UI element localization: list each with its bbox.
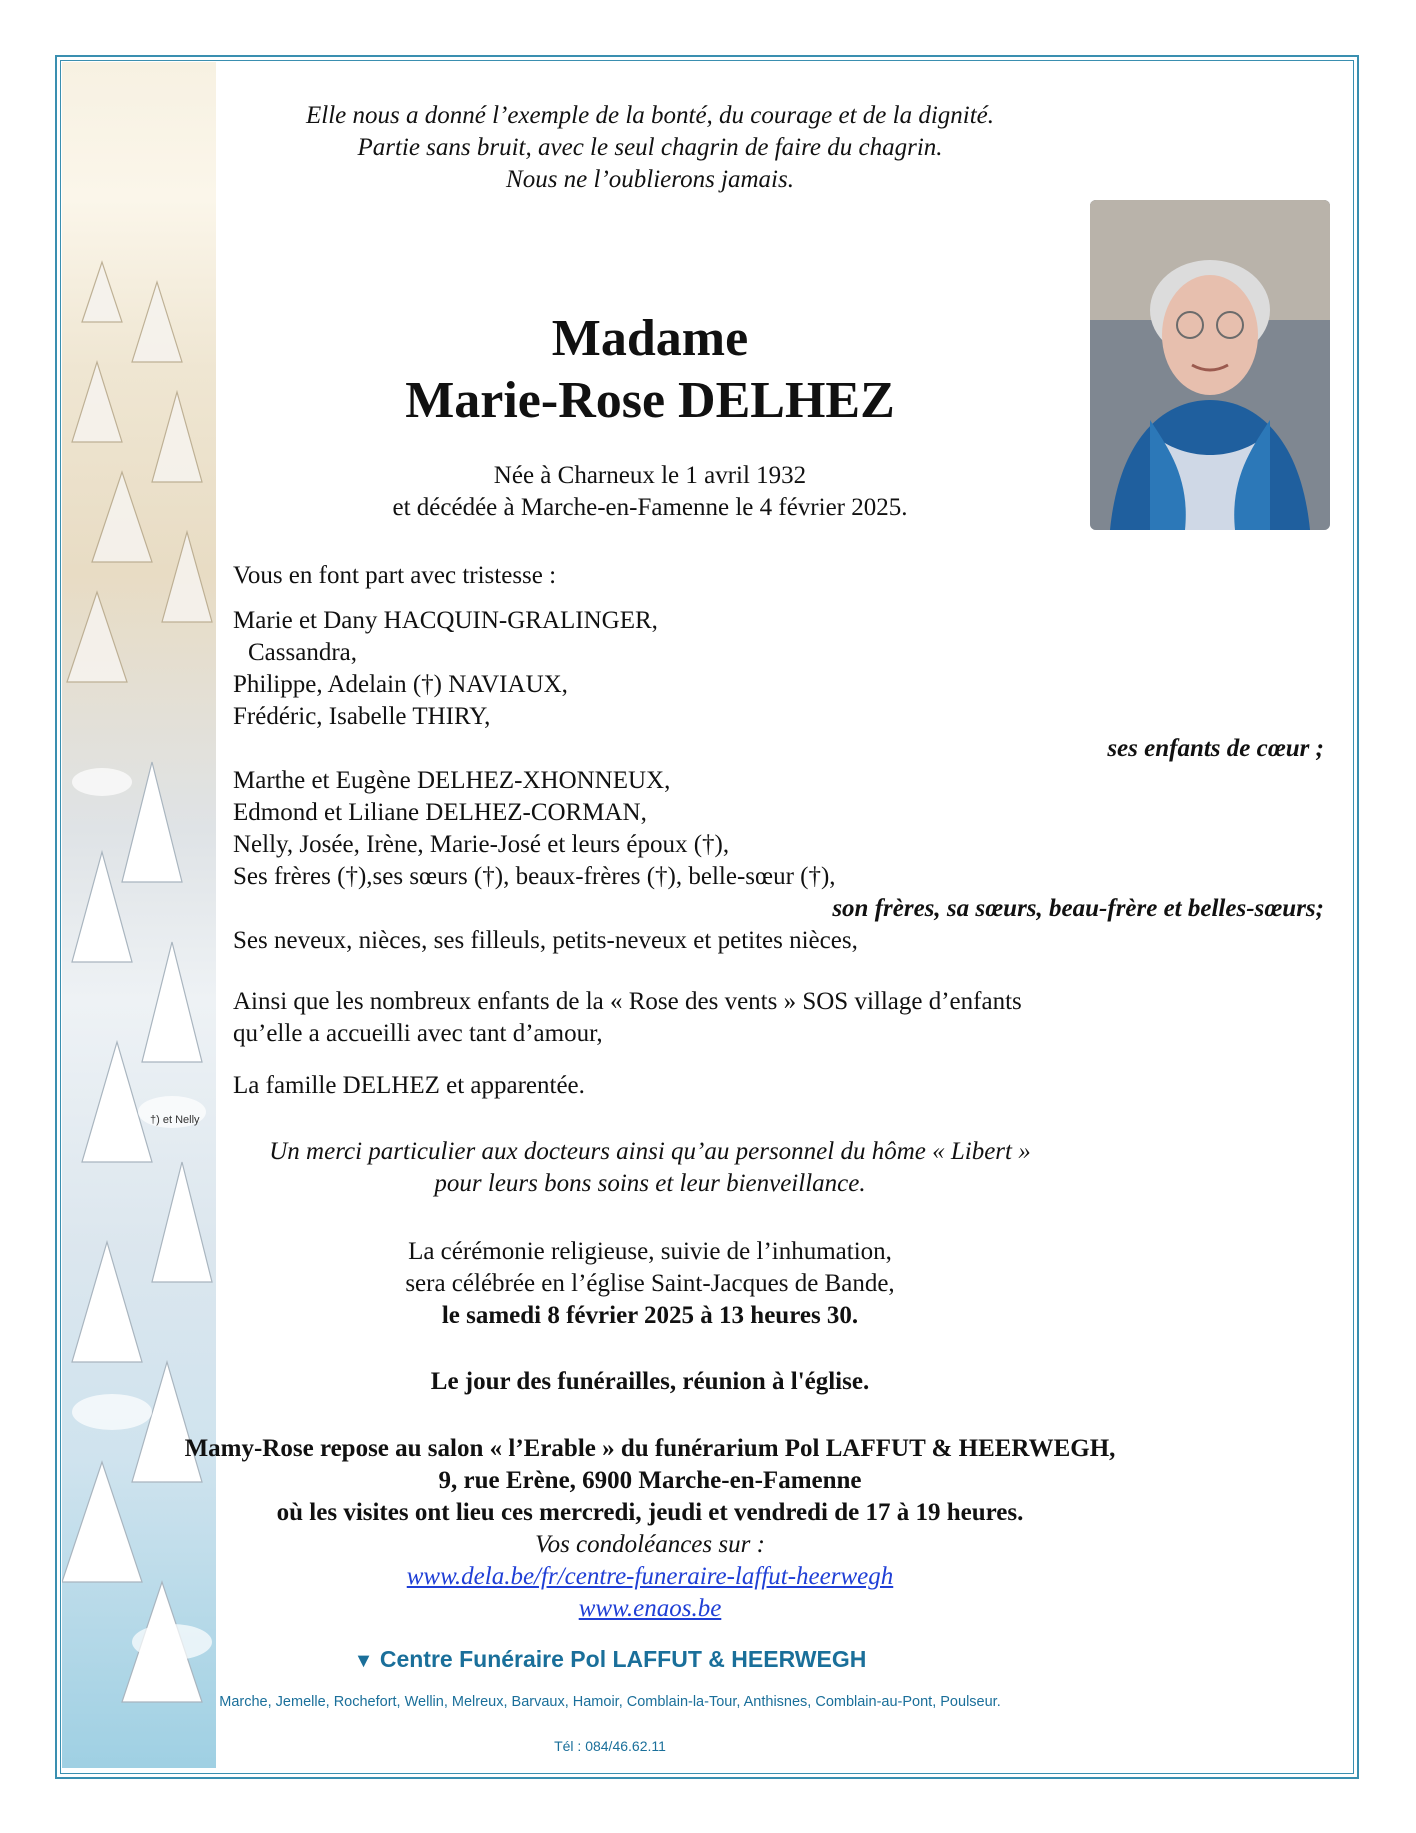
family-intro: Vous en font part avec tristesse : (233, 562, 557, 589)
thanks-line: pour leurs bons soins et leur bienveillance. (434, 1170, 866, 1197)
ceremony (230, 1236, 1070, 1332)
family-role: ses enfants de cœur ; (1107, 735, 1324, 762)
triangle-down-icon: ▼ (353, 1650, 374, 1672)
visits-line: Mamy-Rose repose au salon « l’Erable » du funérarium Pol LAFFUT & HEERWEGH, (184, 1435, 1116, 1462)
death-notice (184, 0, 1324, 1833)
family-member: Nelly, Josée, Irène, Marie-José et leurs époux (†), (233, 831, 730, 858)
epitaph-line: Nous ne l’oublierons jamais. (506, 166, 794, 193)
life-dates (230, 460, 1070, 524)
family-member: Marie et Dany HACQUIN-GRALINGER, (233, 607, 658, 634)
family-line: La famille DELHEZ et apparentée. (233, 1072, 585, 1099)
epitaph-line: Partie sans bruit, avec le seul chagrin de faire du chagrin. (357, 134, 943, 161)
portrait-photo (1090, 200, 1330, 530)
death-line: et décédée à Marche-en-Famenne le 4 février 2025. (392, 494, 908, 521)
condolences-link-dela[interactable]: www.dela.be/fr/centre-funeraire-laffut-heerwegh (406, 1563, 894, 1590)
side-note: †) et Nelly (150, 1114, 200, 1126)
meeting-note: Le jour des funérailles, réunion à l'église. (430, 1368, 870, 1395)
thanks-line: Un merci particulier aux docteurs ainsi qu’au personnel du hôme « Libert » (269, 1138, 1031, 1165)
epitaph-line: Elle nous a donné l’exemple de la bonté, du courage et de la dignité. (305, 102, 994, 129)
ceremony-line: La cérémonie religieuse, suivie de l’inhumation, (408, 1238, 892, 1265)
thanks (230, 1136, 1070, 1200)
condolences-link-enaos[interactable]: www.enaos.be (578, 1595, 722, 1622)
ceremony-date: le samedi 8 février 2025 à 13 heures 30. (441, 1302, 859, 1329)
family-member: Philippe, Adelain (†) NAVIAUX, (233, 671, 568, 698)
family-member: Ses neveux, nièces, ses filleuls, petits-neveux et petites nièces, (233, 927, 858, 954)
visits-line: 9, rue Erène, 6900 Marche-en-Famenne (438, 1467, 862, 1494)
full-name: Marie-Rose DELHEZ (405, 372, 895, 429)
children-line: Ainsi que les nombreux enfants de la « Rose des vents » SOS village d’enfants (233, 988, 1022, 1015)
family-member: Ses frères (†),ses sœurs (†), beaux-frères (†), belle-sœur (†), (233, 863, 836, 890)
visits (150, 1433, 1150, 1625)
family-member: Edmond et Liliane DELHEZ-CORMAN, (233, 799, 647, 826)
ceremony-line: sera célébrée en l’église Saint-Jacques de Bande, (405, 1270, 895, 1297)
funeral-home-name: Centre Funéraire Pol LAFFUT & HEERWEGH (379, 1646, 867, 1672)
family-member: Frédéric, Isabelle THIRY, (233, 703, 491, 730)
family-member: Cassandra, (248, 639, 357, 666)
family-role: son frères, sa sœurs, beau-frère et belles-sœurs; (832, 895, 1324, 922)
birth-line: Née à Charneux le 1 avril 1932 (493, 462, 807, 489)
funeral-home-phone: Tél : 084/46.62.11 (554, 1738, 666, 1754)
funeral-home-logo (65, 1646, 1155, 1673)
funeral-home-locations: Marche, Jemelle, Rochefort, Wellin, Melreux, Barvaux, Hamoir, Comblain-la-Tour, Anthisnes, Comblain-au-Pont, Poulseur. (219, 1694, 1001, 1710)
deceased-name (230, 308, 1070, 432)
condolences-label: Vos condoléances sur : (535, 1531, 765, 1558)
visits-line: où les visites ont lieu ces mercredi, jeudi et vendredi de 17 à 19 heures. (276, 1499, 1024, 1526)
children-line: qu’elle a accueilli avec tant d’amour, (233, 1020, 603, 1047)
family-member: Marthe et Eugène DELHEZ-XHONNEUX, (233, 767, 671, 794)
honorific: Madame (551, 310, 749, 367)
epitaph (230, 100, 1070, 196)
